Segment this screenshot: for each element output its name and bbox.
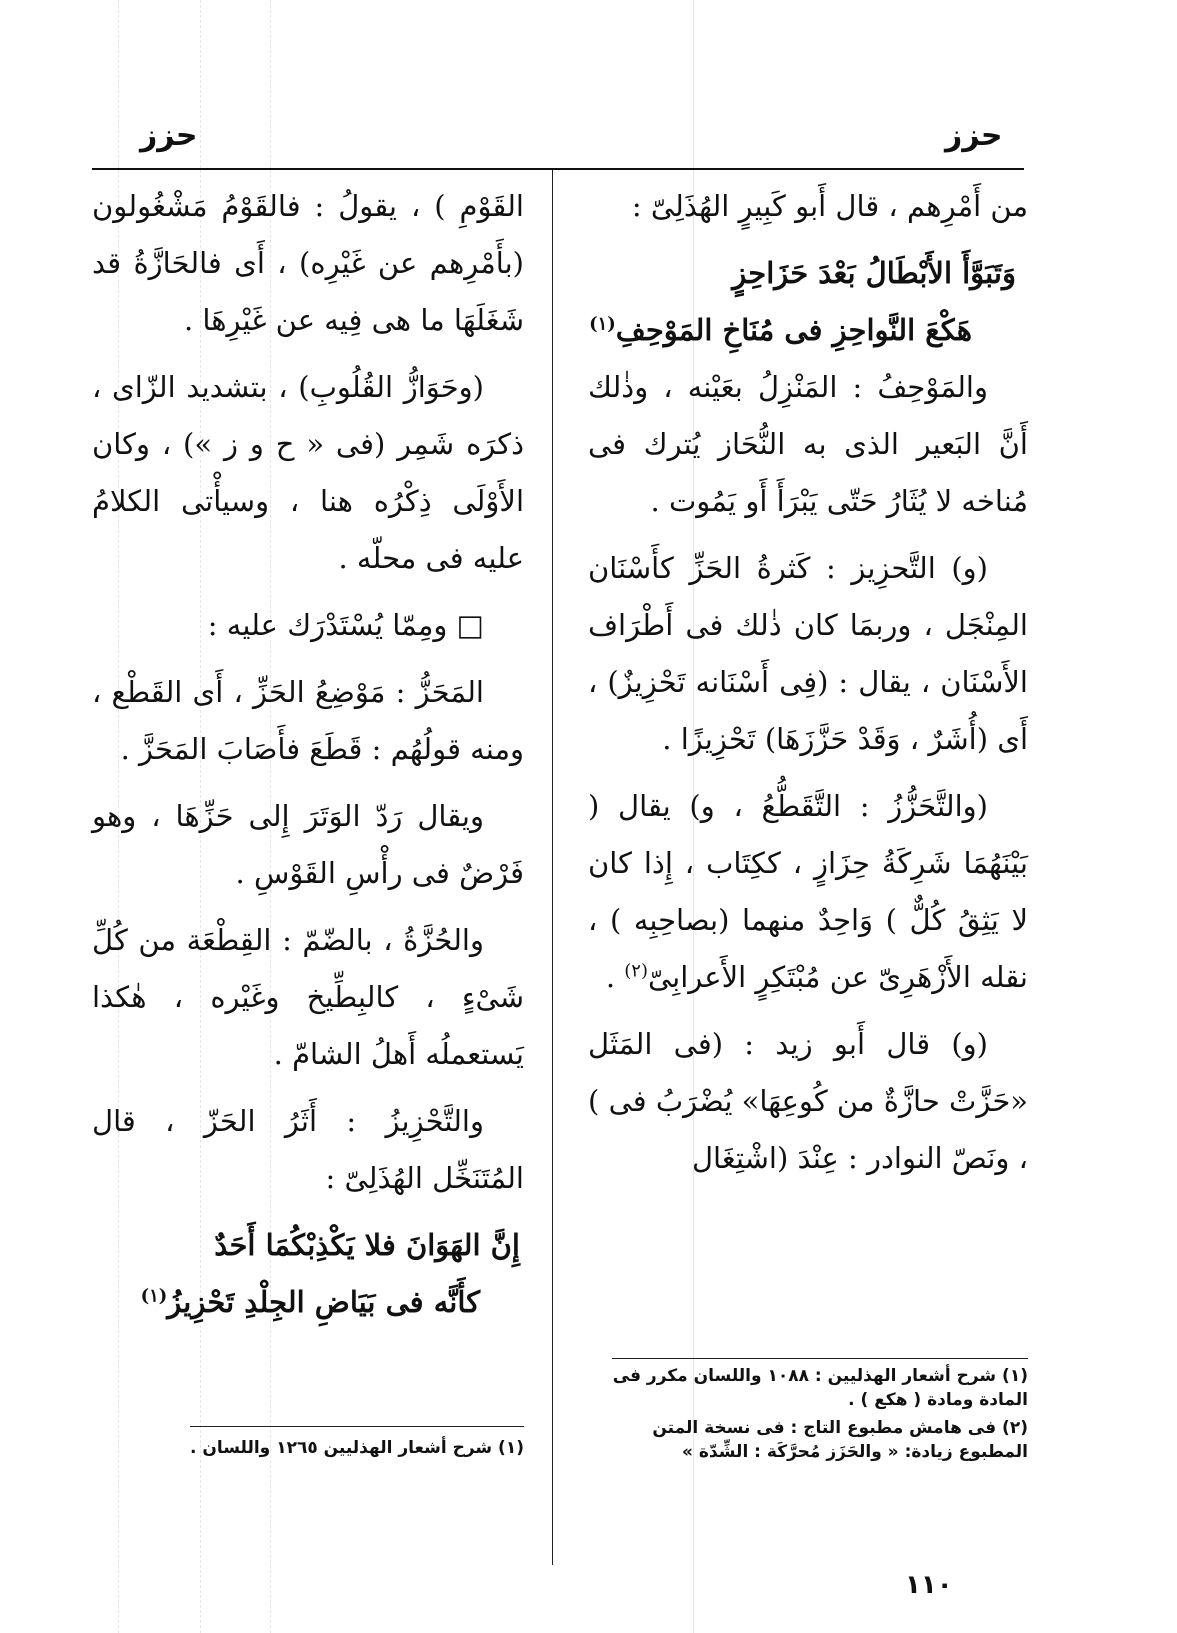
paragraph: والتَّحْزِيزُ : أَثَرُ الحَزّ ، قال المُتَنَخِّل الهُذَلِىّ : bbox=[92, 1104, 524, 1195]
running-header-left: حزز bbox=[140, 118, 198, 153]
footnote: (١) شرح أشعار الهذليين : ١٠٨٨ واللسان مكرر فى المادة ومادة ( هكع ) . bbox=[612, 1366, 1028, 1410]
footnote: (١) شرح أشعار الهذليين ١٢٦٥ واللسان . bbox=[189, 1438, 524, 1458]
footnotes-right bbox=[580, 1364, 1028, 1468]
paragraph: (و) التَّحزِيز : كَثرةُ الحَزِّ كأَسْنَان المِنْجَل ، وربمَا كان ذٰلك فى أَطْرَاف الأَسْنَان ، يقال : (فِى أَسْنَانه تَحْزِيزٌ) ، أَى (أُشَرٌ ، وَقَدْ حَزَّزَهَا) تَحْزِيزًا . bbox=[588, 551, 1028, 756]
paragraph bbox=[588, 778, 1028, 1006]
paragraph: (وحَوَازُّ القُلُوبِ) ، بتشديد الزّاى ، ذكرَه شَمِر (فى « ح و ز ») ، وكان الأَوْلَى ذِكْرُه هنا ، وسيأْتى الكلامُ عليه فى محلّه . bbox=[92, 370, 524, 575]
paragraph: والحُزَّةُ ، بالضّمّ : القِطْعَة من كُلِّ شَىْءٍ ، كالبِطِّيخ وغَيْره ، هٰكذا يَستعملُه أَهلُ الشامّ . bbox=[92, 923, 524, 1071]
footnote-marker: (١) bbox=[589, 313, 616, 335]
verse-line: وَتَبَوَّأَ الأَبْطَالُ بَعْدَ حَزَاحِزٍ bbox=[732, 256, 1016, 290]
footnote-rule bbox=[190, 1426, 524, 1427]
verse-text: كأَنَّه فى بَيَاضِ الجِلْدِ تَحْزِيزُ bbox=[167, 1285, 480, 1319]
paragraph: ويقال رَدّ الوَتَرَ إِلى حَزِّهَا ، وهو فَرْضٌ فى رأْسِ القَوْسِ . bbox=[92, 799, 524, 890]
section-marker: □ ومِمّا يُسْتَدْرَك عليه : bbox=[207, 608, 484, 642]
verse-line bbox=[92, 1274, 524, 1331]
paragraph: المَحَزُّ : مَوْضِعُ الحَزِّ ، أَى القَطْع ، ومنه قولُهُم : قَطَعَ فأَصَابَ المَحَزَّ . bbox=[92, 675, 524, 766]
footnote: (٢) فى هامش مطبوع التاج : فى نسخة المتن المطبوع زيادة: « والحَزَز مُحرَّكَة : الشِّدّة » bbox=[652, 1418, 1028, 1462]
paragraph: (و) قال أَبو زيد : (فى المَثَل «حَزَّتْ حازَّةٌ من كُوعِهَا» يُضْرَبُ فى ) ، ونَصّ النوادر : عِنْدَ (اشْتِغَال bbox=[588, 1027, 1028, 1175]
footnotes-left bbox=[180, 1436, 524, 1464]
running-header-right: حزز bbox=[945, 118, 1003, 153]
paragraph: والمَوْحِفُ : المَنْزِلُ بعَيْنه ، وذٰلك أَنَّ البَعير الذى به النُّحَاز يُترك فى مُناخه لا يُثَارُ حَتّى يَبْرَأَ أَو يَمُوت . bbox=[588, 370, 1028, 518]
footnote-marker: (١) bbox=[140, 1285, 168, 1307]
right-column bbox=[588, 178, 1028, 1197]
left-column bbox=[92, 178, 524, 1331]
paragraph: من أَمْرِهم ، قال أَبو كَبِيرٍ الهُذَلِىّ : bbox=[631, 189, 1028, 223]
footnote-marker: (٢) bbox=[624, 960, 648, 982]
paragraph-end: . bbox=[605, 960, 625, 994]
page-number: ١١٠ bbox=[905, 1570, 953, 1600]
paragraph: القَوْمِ ) ، يقولُ : فالقَوْمُ مَشْغُولون (بأَمْرِهم عن غَيْرِه) ، أَى فالحَازَّةُ قد شَغَلَهَا ما هى فِيه عن غَيْرِهَا . bbox=[92, 189, 524, 337]
verse-line: إِنَّ الهَوَانَ فلا يَكْذِبْكُمَا أَحَدٌ bbox=[214, 1228, 520, 1262]
column-divider bbox=[552, 170, 553, 1565]
header-rule bbox=[92, 168, 1024, 170]
verse-text: هَكْعَ النَّواحِزِ فى مُنَاخِ المَوْحِفِ bbox=[615, 313, 972, 347]
verse-line bbox=[588, 302, 1028, 359]
footnote-rule bbox=[612, 1358, 1028, 1359]
paragraph-text: (والتَّحَزُّزُ : التَّقَطُّعُ ، و) يقال ( بَيْنَهُمَا شَرِكَةُ حِزَازٍ ، ككِتَاب ، إِذا كان لا يَثِقُ كُلٌّ ) وَاحِدٌ منهما (بصاحِبِه ) ، نقله الأَزْهَرِىّ عن مُبْتَكِرٍ الأَعرابِىّ bbox=[588, 789, 1028, 994]
